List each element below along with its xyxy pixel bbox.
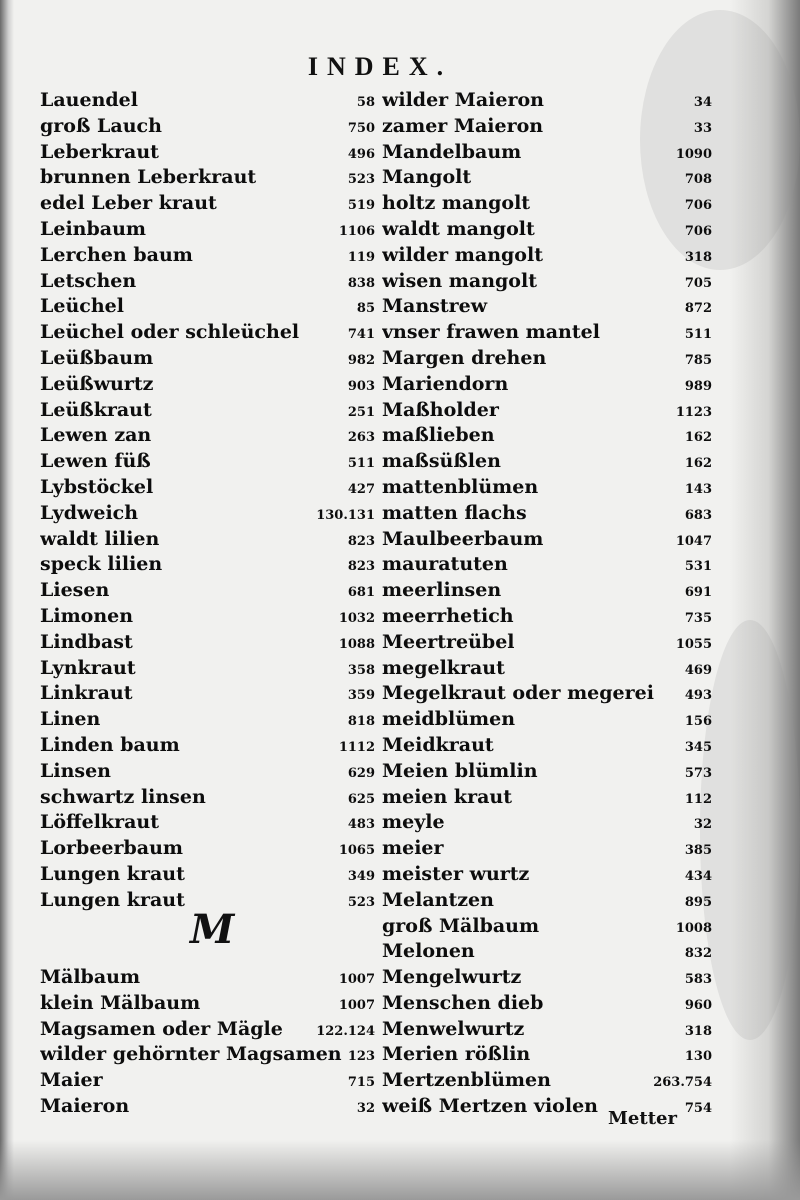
index-entry <box>382 914 712 940</box>
entry-page-number: 735 <box>684 610 712 626</box>
entry-page-number: 683 <box>684 507 712 523</box>
entry-term: Meien blümlin <box>382 759 538 782</box>
entry-term: Lorbeerbaum <box>40 837 184 860</box>
entry-page-number: 706 <box>684 198 712 214</box>
entry-page-number: 715 <box>347 1075 375 1091</box>
entry-page-number: 130 <box>684 1049 712 1065</box>
index-entry <box>382 372 712 398</box>
entry-term: holtz mangolt <box>382 192 531 215</box>
index-entry <box>40 140 375 166</box>
index-entry <box>382 1017 712 1043</box>
entry-page-number: 112 <box>684 791 712 807</box>
entry-page-number: 34 <box>693 95 712 110</box>
index-entry <box>382 1068 712 1094</box>
index-entry <box>40 991 375 1017</box>
index-entry <box>382 449 712 475</box>
entry-page-number: 1055 <box>675 636 712 652</box>
index-entry <box>382 862 712 888</box>
entry-term: klein Mälbaum <box>40 991 201 1014</box>
index-entry <box>40 88 375 114</box>
entry-term: Lybstöckel <box>40 475 154 498</box>
entry-term: meerrhetich <box>382 604 514 627</box>
index-entry <box>382 114 712 140</box>
entry-page-number: 251 <box>347 404 375 420</box>
entry-page-number: 122.124 <box>316 1023 375 1039</box>
entry-page-number: 625 <box>347 791 375 807</box>
entry-term: mauratuten <box>382 553 508 576</box>
entry-term: maßsüßlen <box>382 450 501 473</box>
entry-term: waldt mangolt <box>382 217 535 240</box>
index-entry <box>382 939 712 965</box>
entry-page-number: 982 <box>347 352 375 368</box>
entry-term: matten flachs <box>382 501 527 524</box>
index-entry <box>40 681 375 707</box>
index-entry <box>40 578 375 604</box>
entry-page-number: 531 <box>684 559 712 575</box>
index-entry <box>40 604 375 630</box>
entry-term: Margen drehen <box>382 346 547 369</box>
entry-term: Mariendorn <box>382 372 509 395</box>
entry-page-number: 1090 <box>675 146 712 162</box>
entry-term: edel Leber kraut <box>40 192 217 215</box>
entry-page-number: 838 <box>347 275 375 291</box>
entry-page-number: 1088 <box>338 636 375 652</box>
entry-page-number: 629 <box>347 765 375 781</box>
entry-term: Leüßkraut <box>40 398 152 421</box>
entry-term: Letschen <box>40 269 137 292</box>
entry-page-number: 511 <box>347 456 375 472</box>
entry-page-number: 58 <box>356 95 375 110</box>
entry-page-number: 583 <box>684 972 712 988</box>
index-entry <box>40 707 375 733</box>
entry-term: Manstrew <box>382 295 488 318</box>
index-entry <box>40 372 375 398</box>
entry-term: Menwelwurtz <box>382 1017 525 1040</box>
index-entry <box>382 269 712 295</box>
index-entry <box>40 733 375 759</box>
entry-page-number: 85 <box>356 301 375 317</box>
entry-page-number: 156 <box>684 714 712 730</box>
index-entry <box>40 320 375 346</box>
entry-term: Liesen <box>40 579 110 602</box>
entry-page-number: 705 <box>684 275 712 291</box>
index-entry <box>382 1042 712 1068</box>
index-entry <box>382 888 712 914</box>
index-entry <box>40 1094 375 1120</box>
entry-term: Leüchel <box>40 295 124 318</box>
entry-page-number: 1123 <box>675 404 712 420</box>
index-entry <box>40 630 375 656</box>
index-entry <box>40 346 375 372</box>
index-entry <box>382 527 712 553</box>
entry-page-number: 345 <box>684 739 712 755</box>
entry-term: Leüßwurtz <box>40 372 154 395</box>
entry-term: meerlinsen <box>382 579 502 602</box>
entry-term: Magsamen oder Mägle <box>40 1017 283 1040</box>
index-entry <box>382 217 712 243</box>
entry-page-number: 1112 <box>338 739 375 755</box>
index-entry <box>40 1017 375 1043</box>
section-letter: M <box>190 906 235 953</box>
page-title: INDEX. <box>307 52 453 81</box>
entry-term: Meidkraut <box>382 733 494 756</box>
entry-page-number: 33 <box>693 120 712 136</box>
entry-page-number: 349 <box>347 868 375 884</box>
entry-page-number: 691 <box>684 585 712 601</box>
entry-page-number: 511 <box>684 327 712 343</box>
entry-term: Meertreübel <box>382 630 515 653</box>
entry-page-number: 469 <box>684 662 712 678</box>
catchword: Metter <box>608 1108 677 1129</box>
index-entry <box>40 552 375 578</box>
index-entry <box>382 243 712 269</box>
entry-term: megelkraut <box>382 656 505 679</box>
entry-term: brunnen Leberkraut <box>40 166 257 189</box>
index-entry <box>40 475 375 501</box>
entry-term: meier <box>382 837 444 860</box>
entry-term: meidblümen <box>382 708 516 731</box>
entry-page-number: 1065 <box>338 843 375 859</box>
entry-page-number: 493 <box>684 688 712 704</box>
entry-page-number: 519 <box>347 198 375 214</box>
entry-term: Lungen kraut <box>40 888 185 911</box>
entry-page-number: 681 <box>347 585 375 601</box>
entry-term: Löffelkraut <box>40 811 160 834</box>
entry-term: groß Lauch <box>40 114 162 137</box>
entry-term: Lydweich <box>40 501 139 524</box>
entry-term: Lewen zan <box>40 424 152 447</box>
entry-page-number: 573 <box>684 765 712 781</box>
entry-page-number: 818 <box>347 714 375 730</box>
entry-term: speck lilien <box>40 553 163 576</box>
entry-term: Megelkraut oder megerei <box>382 682 654 705</box>
index-entry <box>382 630 712 656</box>
entry-term: mattenblümen <box>382 475 539 498</box>
entry-term: Mangolt <box>382 166 472 189</box>
entry-page-number: 872 <box>684 301 712 317</box>
index-entry <box>40 114 375 140</box>
index-entry <box>382 191 712 217</box>
entry-page-number: 162 <box>684 430 712 446</box>
index-entry <box>40 862 375 888</box>
paper-stain <box>700 620 800 1040</box>
entry-page-number: 708 <box>684 172 712 188</box>
entry-page-number: 785 <box>684 352 712 368</box>
entry-page-number: 1047 <box>675 533 712 549</box>
index-entry <box>382 294 712 320</box>
entry-term: Melantzen <box>382 888 494 911</box>
entry-page-number: 496 <box>347 146 375 162</box>
entry-page-number: 427 <box>347 481 375 497</box>
index-entry <box>40 217 375 243</box>
entry-term: vnser frawen mantel <box>382 321 600 344</box>
entry-page-number: 32 <box>693 817 712 833</box>
entry-page-number: 1007 <box>338 972 375 988</box>
entry-page-number: 318 <box>684 1023 712 1039</box>
entry-term: Mengelwurtz <box>382 966 522 989</box>
entry-page-number: 358 <box>347 662 375 678</box>
entry-term: Mandelbaum <box>382 140 522 163</box>
entry-page-number: 523 <box>347 894 375 910</box>
entry-page-number: 989 <box>684 378 712 394</box>
entry-term: meien kraut <box>382 785 513 808</box>
entry-page-number: 960 <box>684 997 712 1013</box>
index-entry <box>382 398 712 424</box>
index-entry <box>382 836 712 862</box>
entry-term: Maulbeerbaum <box>382 527 544 550</box>
entry-page-number: 143 <box>684 481 712 497</box>
index-entry <box>40 1068 375 1094</box>
entry-term: meyle <box>382 811 445 834</box>
index-entry <box>40 759 375 785</box>
entry-term: groß Mälbaum <box>382 914 540 937</box>
entry-page-number: 903 <box>347 378 375 394</box>
entry-page-number: 130.131 <box>316 507 375 523</box>
index-entry <box>382 552 712 578</box>
index-entry <box>382 604 712 630</box>
entry-term: Merien rößlin <box>382 1043 531 1066</box>
index-entry <box>382 346 712 372</box>
index-entry <box>40 656 375 682</box>
entry-page-number: 359 <box>347 688 375 704</box>
index-entry <box>382 810 712 836</box>
entry-page-number: 434 <box>684 868 712 884</box>
entry-term: waldt lilien <box>40 527 160 550</box>
index-entry <box>40 294 375 320</box>
entry-term: wilder Maieron <box>382 89 544 111</box>
entry-term: wisen mangolt <box>382 269 537 292</box>
index-entry <box>382 578 712 604</box>
entry-term: Lynkraut <box>40 656 136 679</box>
index-entry <box>40 165 375 191</box>
entry-term: wilder mangolt <box>382 243 543 266</box>
entry-term: Lindbast <box>40 630 133 653</box>
entry-page-number: 483 <box>347 817 375 833</box>
entry-page-number: 823 <box>347 533 375 549</box>
index-entry <box>40 449 375 475</box>
index-entry <box>382 656 712 682</box>
index-entry <box>40 243 375 269</box>
entry-term: Leüchel oder schleüchel <box>40 321 300 344</box>
entry-term: Linden baum <box>40 733 180 756</box>
index-entry <box>382 475 712 501</box>
right-index-column <box>382 88 712 1120</box>
entry-page-number: 263.754 <box>653 1075 712 1091</box>
entry-term: Melonen <box>382 940 475 963</box>
entry-term: weiß Mertzen violen <box>382 1095 598 1118</box>
entry-page-number: 32 <box>356 1101 375 1117</box>
scan-edge-left <box>0 0 14 1200</box>
entry-page-number: 750 <box>347 120 375 136</box>
entry-page-number: 523 <box>347 172 375 188</box>
entry-term: Linen <box>40 708 101 731</box>
entry-page-number: 385 <box>684 843 712 859</box>
index-entry <box>382 965 712 991</box>
index-entry <box>382 140 712 166</box>
index-entry <box>40 398 375 424</box>
index-entry <box>40 965 375 991</box>
entry-term: Leinbaum <box>40 217 146 240</box>
entry-term: Mertzenblümen <box>382 1069 551 1092</box>
index-entry <box>40 785 375 811</box>
entry-page-number: 1032 <box>338 610 375 626</box>
entry-page-number: 741 <box>347 327 375 343</box>
entry-page-number: 318 <box>684 249 712 265</box>
index-entry <box>382 733 712 759</box>
entry-page-number: 263 <box>347 430 375 446</box>
left-index-column <box>40 88 375 1120</box>
index-entry <box>382 991 712 1017</box>
entry-page-number: 823 <box>347 559 375 575</box>
scan-edge-bottom <box>0 1140 800 1200</box>
entry-term: Maßholder <box>382 398 499 421</box>
entry-term: Lungen kraut <box>40 862 185 885</box>
index-entry <box>382 320 712 346</box>
entry-page-number: 1106 <box>338 223 375 239</box>
entry-term: Menschen dieb <box>382 991 544 1014</box>
entry-term: Linsen <box>40 759 111 782</box>
entry-term: Lauendel <box>40 89 138 111</box>
entry-term: wilder gehörnter Magsamen <box>40 1043 342 1066</box>
entry-term: schwartz linsen <box>40 785 206 808</box>
index-entry <box>382 681 712 707</box>
entry-page-number: 1008 <box>675 920 712 936</box>
entry-term: Lerchen baum <box>40 243 193 266</box>
entry-term: Leberkraut <box>40 140 159 163</box>
index-entry <box>40 810 375 836</box>
entry-term: Limonen <box>40 604 134 627</box>
entry-term: meister wurtz <box>382 862 530 885</box>
index-entry <box>382 501 712 527</box>
entry-page-number: 123 <box>347 1049 375 1065</box>
entry-page-number: 162 <box>684 456 712 472</box>
index-entry <box>40 836 375 862</box>
entry-term: Maieron <box>40 1095 130 1118</box>
index-entry <box>40 269 375 295</box>
entry-page-number: 832 <box>684 946 712 962</box>
entry-term: Lewen füß <box>40 450 151 473</box>
entry-term: zamer Maieron <box>382 114 544 137</box>
entry-term: Linkraut <box>40 682 133 705</box>
index-entry <box>40 527 375 553</box>
index-entry <box>382 759 712 785</box>
index-entry <box>382 707 712 733</box>
entry-term: Maier <box>40 1069 103 1092</box>
entry-term: maßlieben <box>382 424 495 447</box>
index-entry <box>40 191 375 217</box>
entry-term: Mälbaum <box>40 966 141 989</box>
index-entry <box>40 1042 375 1068</box>
entry-term: Leüßbaum <box>40 346 154 369</box>
index-entry <box>40 423 375 449</box>
entry-page-number: 754 <box>684 1101 712 1117</box>
entry-page-number: 1007 <box>338 997 375 1013</box>
entry-page-number: 119 <box>347 249 375 265</box>
entry-page-number: 895 <box>684 894 712 910</box>
index-entry <box>40 501 375 527</box>
index-entry <box>382 165 712 191</box>
index-entry <box>382 785 712 811</box>
index-entry <box>382 88 712 114</box>
index-entry <box>382 423 712 449</box>
entry-page-number: 706 <box>684 223 712 239</box>
